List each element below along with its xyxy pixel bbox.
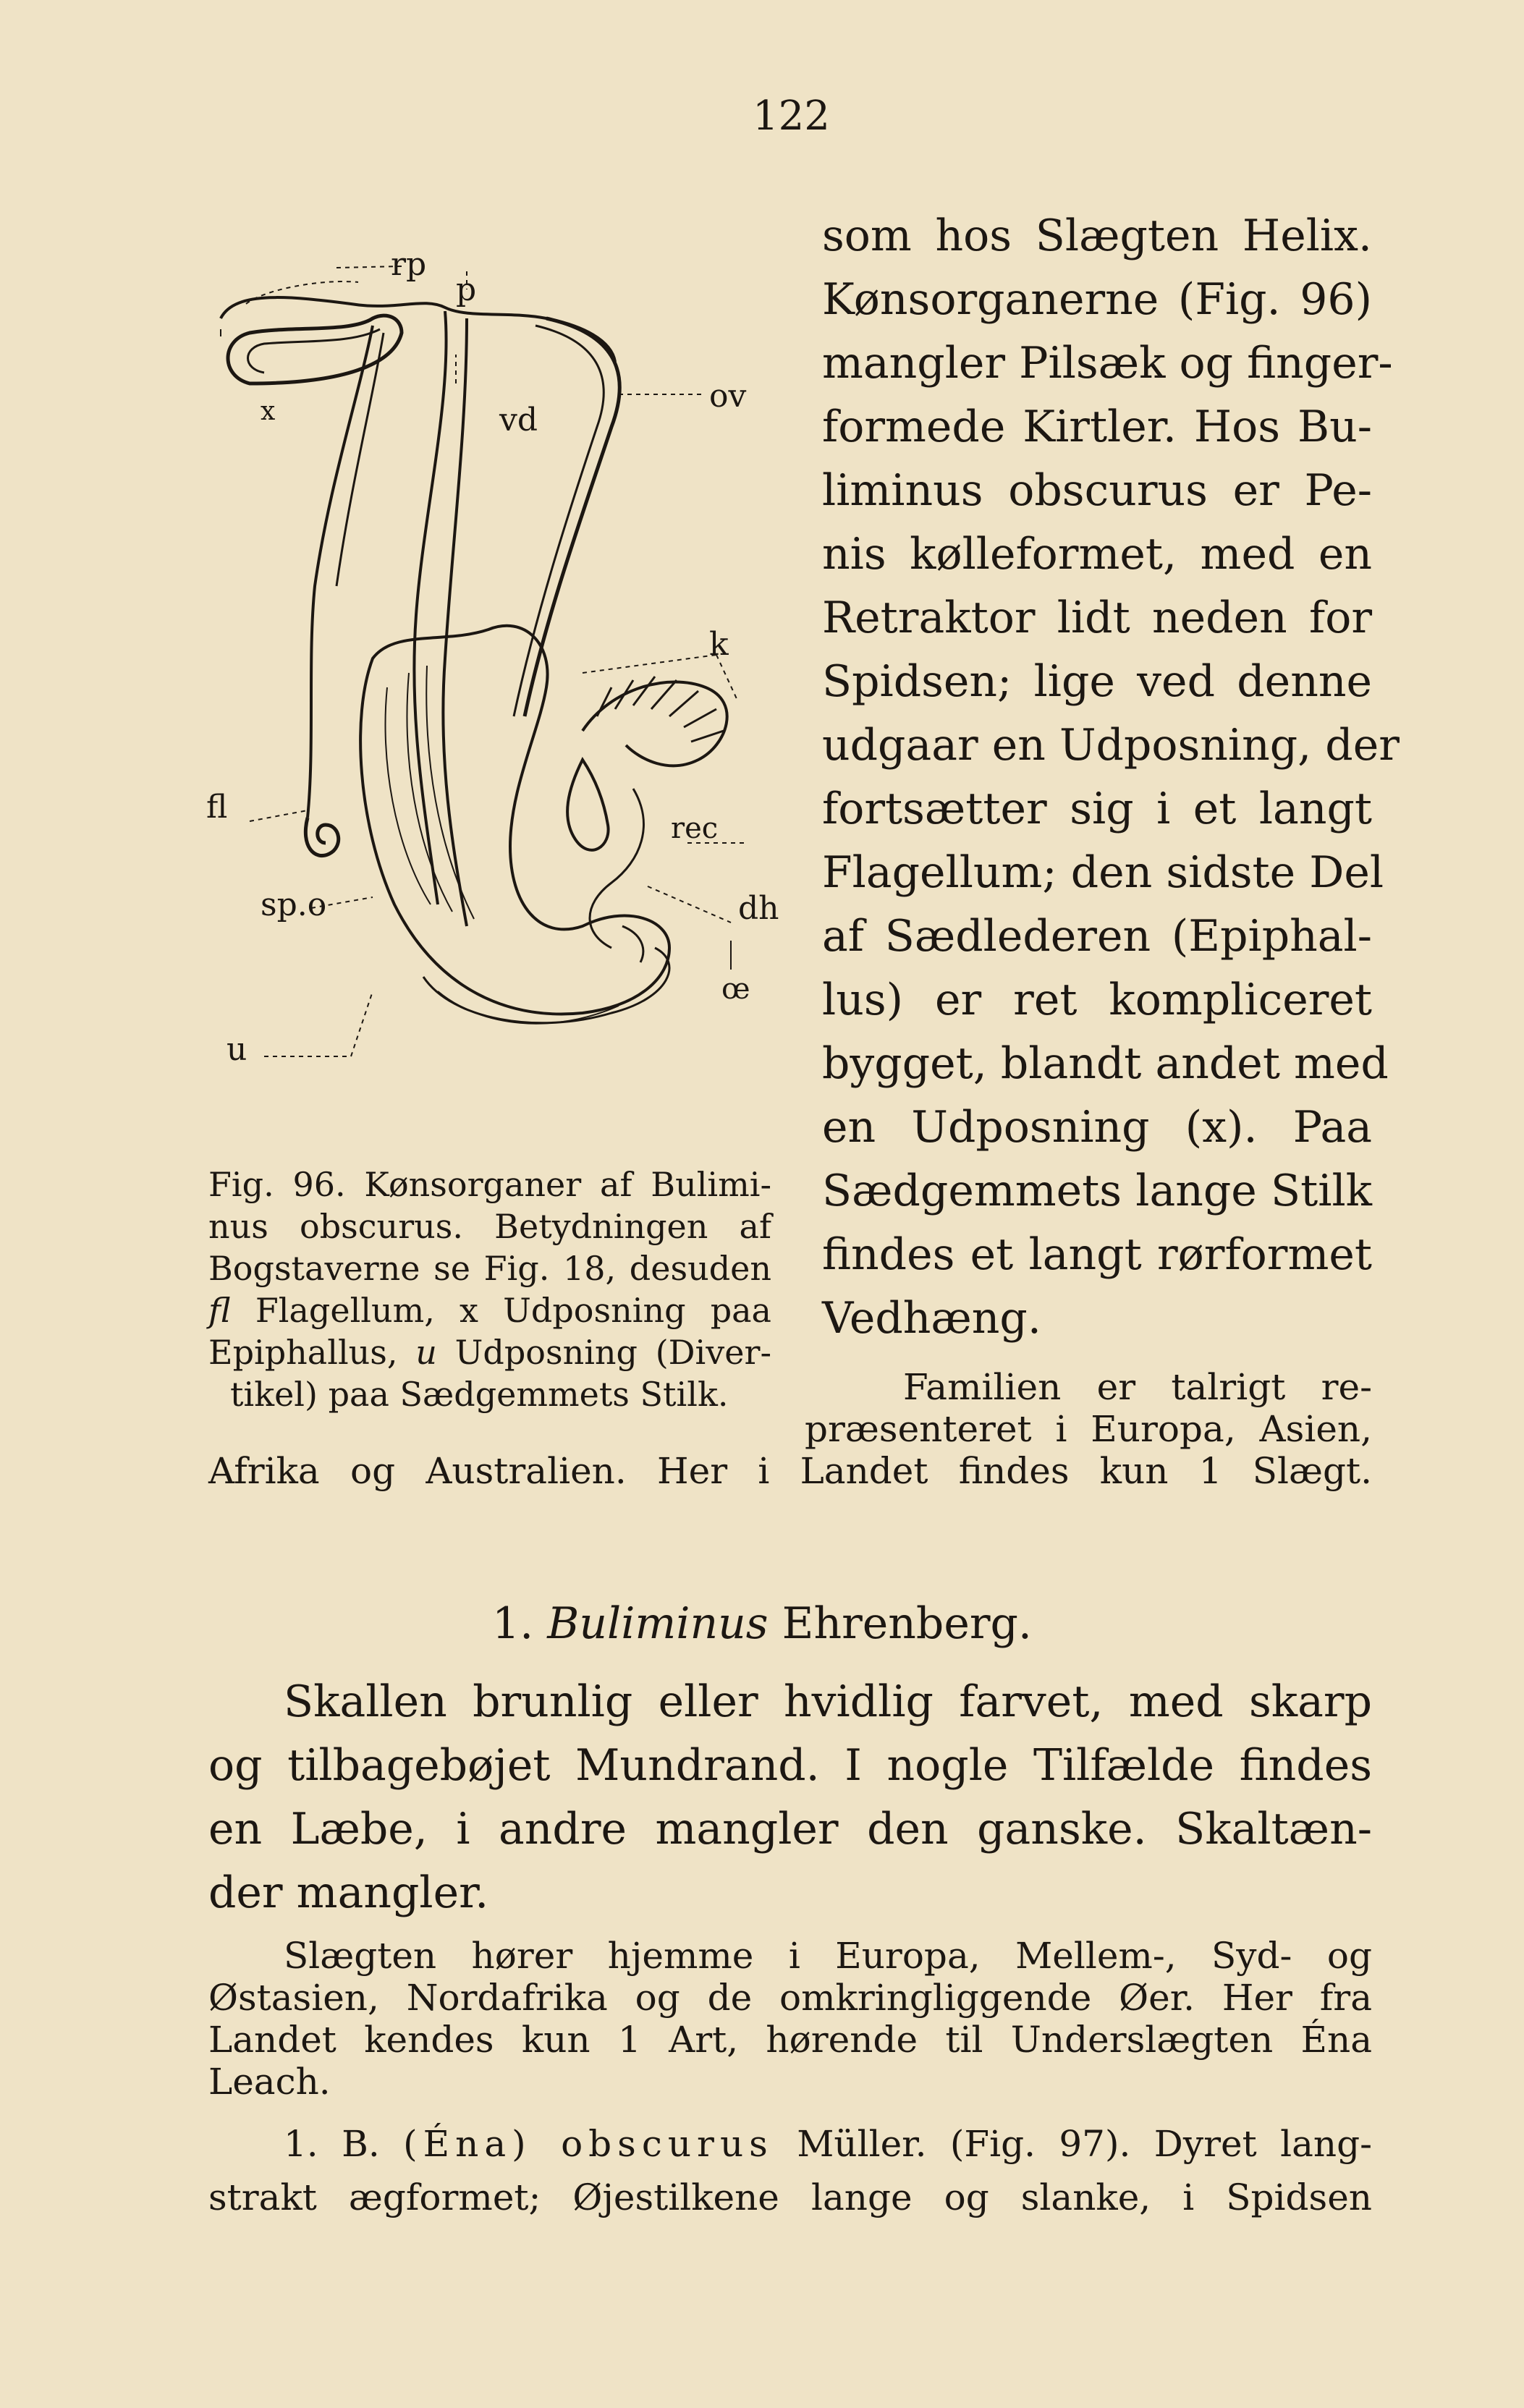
label-k: k [709, 626, 729, 663]
text-line: Kønsorganerne (Fig. 96) [822, 274, 1372, 325]
caption-text: Udposning (Diver- [436, 1333, 771, 1372]
text-line: lus) er ret kompliceret [822, 975, 1372, 1025]
species-number: 1. B. [284, 2123, 380, 2165]
text-line: en Udposning (x). Paa [822, 1102, 1372, 1153]
caption-line: Fig. 96. Kønsorganer af Bulimi- [208, 1165, 771, 1204]
caption-text: Epiphallus, [208, 1333, 416, 1372]
text-line: Familien er talrigt re- [903, 1366, 1372, 1408]
text-line: liminus obscurus er Pe- [822, 465, 1372, 516]
genus-number: 1. [491, 1598, 534, 1649]
species-text: Müller. (Fig. 97). Dyret lang- [773, 2123, 1372, 2165]
text-line: Spidsen; lige ved denne [822, 656, 1372, 707]
text-line: Sædgemmets lange Stilk [822, 1166, 1372, 1216]
text-line: Retraktor lidt neden for [822, 593, 1372, 643]
text-line: Flagellum; den sidste Del [822, 847, 1384, 898]
label-oe: œ [721, 972, 750, 1006]
text-line: og tilbagebøjet Mundrand. I nogle Tilfælde findes [208, 1740, 1372, 1791]
page-number: 122 [753, 93, 830, 140]
label-dh: dh [738, 890, 779, 927]
text-line: præsenteret i Europa, Asien, [805, 1408, 1372, 1450]
caption-text: Flagellum, x Udposning paa [230, 1291, 771, 1330]
text-line: Afrika og Australien. Her i Landet findes kun 1 Slægt. [208, 1450, 1372, 1492]
label-vd: vd [499, 402, 538, 438]
reproductive-organs-drawing [206, 210, 803, 1129]
figure-96-illustration [206, 210, 803, 1129]
label-x: x [261, 397, 276, 426]
caption-line: Bogstaverne se Fig. 18, desuden [208, 1249, 771, 1288]
species-name: (Éna) obscurus [403, 2123, 774, 2165]
caption-italic: u [415, 1333, 437, 1372]
caption-line: tikel) paa Sædgemmets Stilk. [230, 1375, 729, 1414]
label-ov: ov [709, 378, 747, 415]
label-u: u [227, 1031, 247, 1068]
species-entry [284, 2123, 1372, 2165]
text-line: af Sædlederen (Epiphal- [822, 911, 1372, 962]
text-line: nis kølleformet, med en [822, 529, 1372, 580]
label-spo: sp.o [261, 886, 327, 923]
caption-italic: fl [208, 1291, 231, 1330]
label-fl: fl [206, 789, 228, 826]
text-line: udgaar en Udposning, der [822, 720, 1400, 771]
text-line: findes et langt rørformet [822, 1229, 1372, 1280]
text-line: Landet kendes kun 1 Art, hørende til Underslægten Éna [208, 2019, 1372, 2061]
genus-name: Buliminus [547, 1598, 769, 1649]
label-rp: rp [391, 246, 427, 283]
caption-line [208, 1331, 771, 1373]
text-line: Leach. [208, 2061, 331, 2103]
text-line: fortsætter sig i et langt [822, 784, 1372, 834]
genus-heading [0, 1592, 1524, 1656]
text-line: en Læbe, i andre mangler den ganske. Skaltæn- [208, 1804, 1372, 1854]
text-line: formede Kirtler. Hos Bu- [822, 402, 1372, 452]
text-line: bygget, blandt andet med [822, 1038, 1389, 1089]
label-p: p [456, 271, 477, 308]
text-line: Vedhæng. [822, 1293, 1041, 1344]
text-line: Skallen brunlig eller hvidlig farvet, med skarp [284, 1676, 1372, 1727]
text-line: der mangler. [208, 1868, 489, 1918]
text-line: strakt ægformet; Øjestilkene lange og slanke, i Spidsen [208, 2176, 1372, 2218]
genus-author: Ehrenberg. [782, 1598, 1033, 1649]
text-line: Østasien, Nordafrika og de omkringliggende Øer. Her fra [208, 1977, 1372, 2019]
caption-line [208, 1289, 771, 1331]
label-rec: rec [671, 812, 719, 845]
text-line: som hos Slægten Helix. [822, 211, 1372, 261]
text-line: Slægten hører hjemme i Europa, Mellem-, Syd- og [284, 1935, 1372, 1977]
text-line: mangler Pilsæk og finger- [822, 338, 1393, 389]
caption-line: nus obscurus. Betydningen af [208, 1207, 771, 1246]
